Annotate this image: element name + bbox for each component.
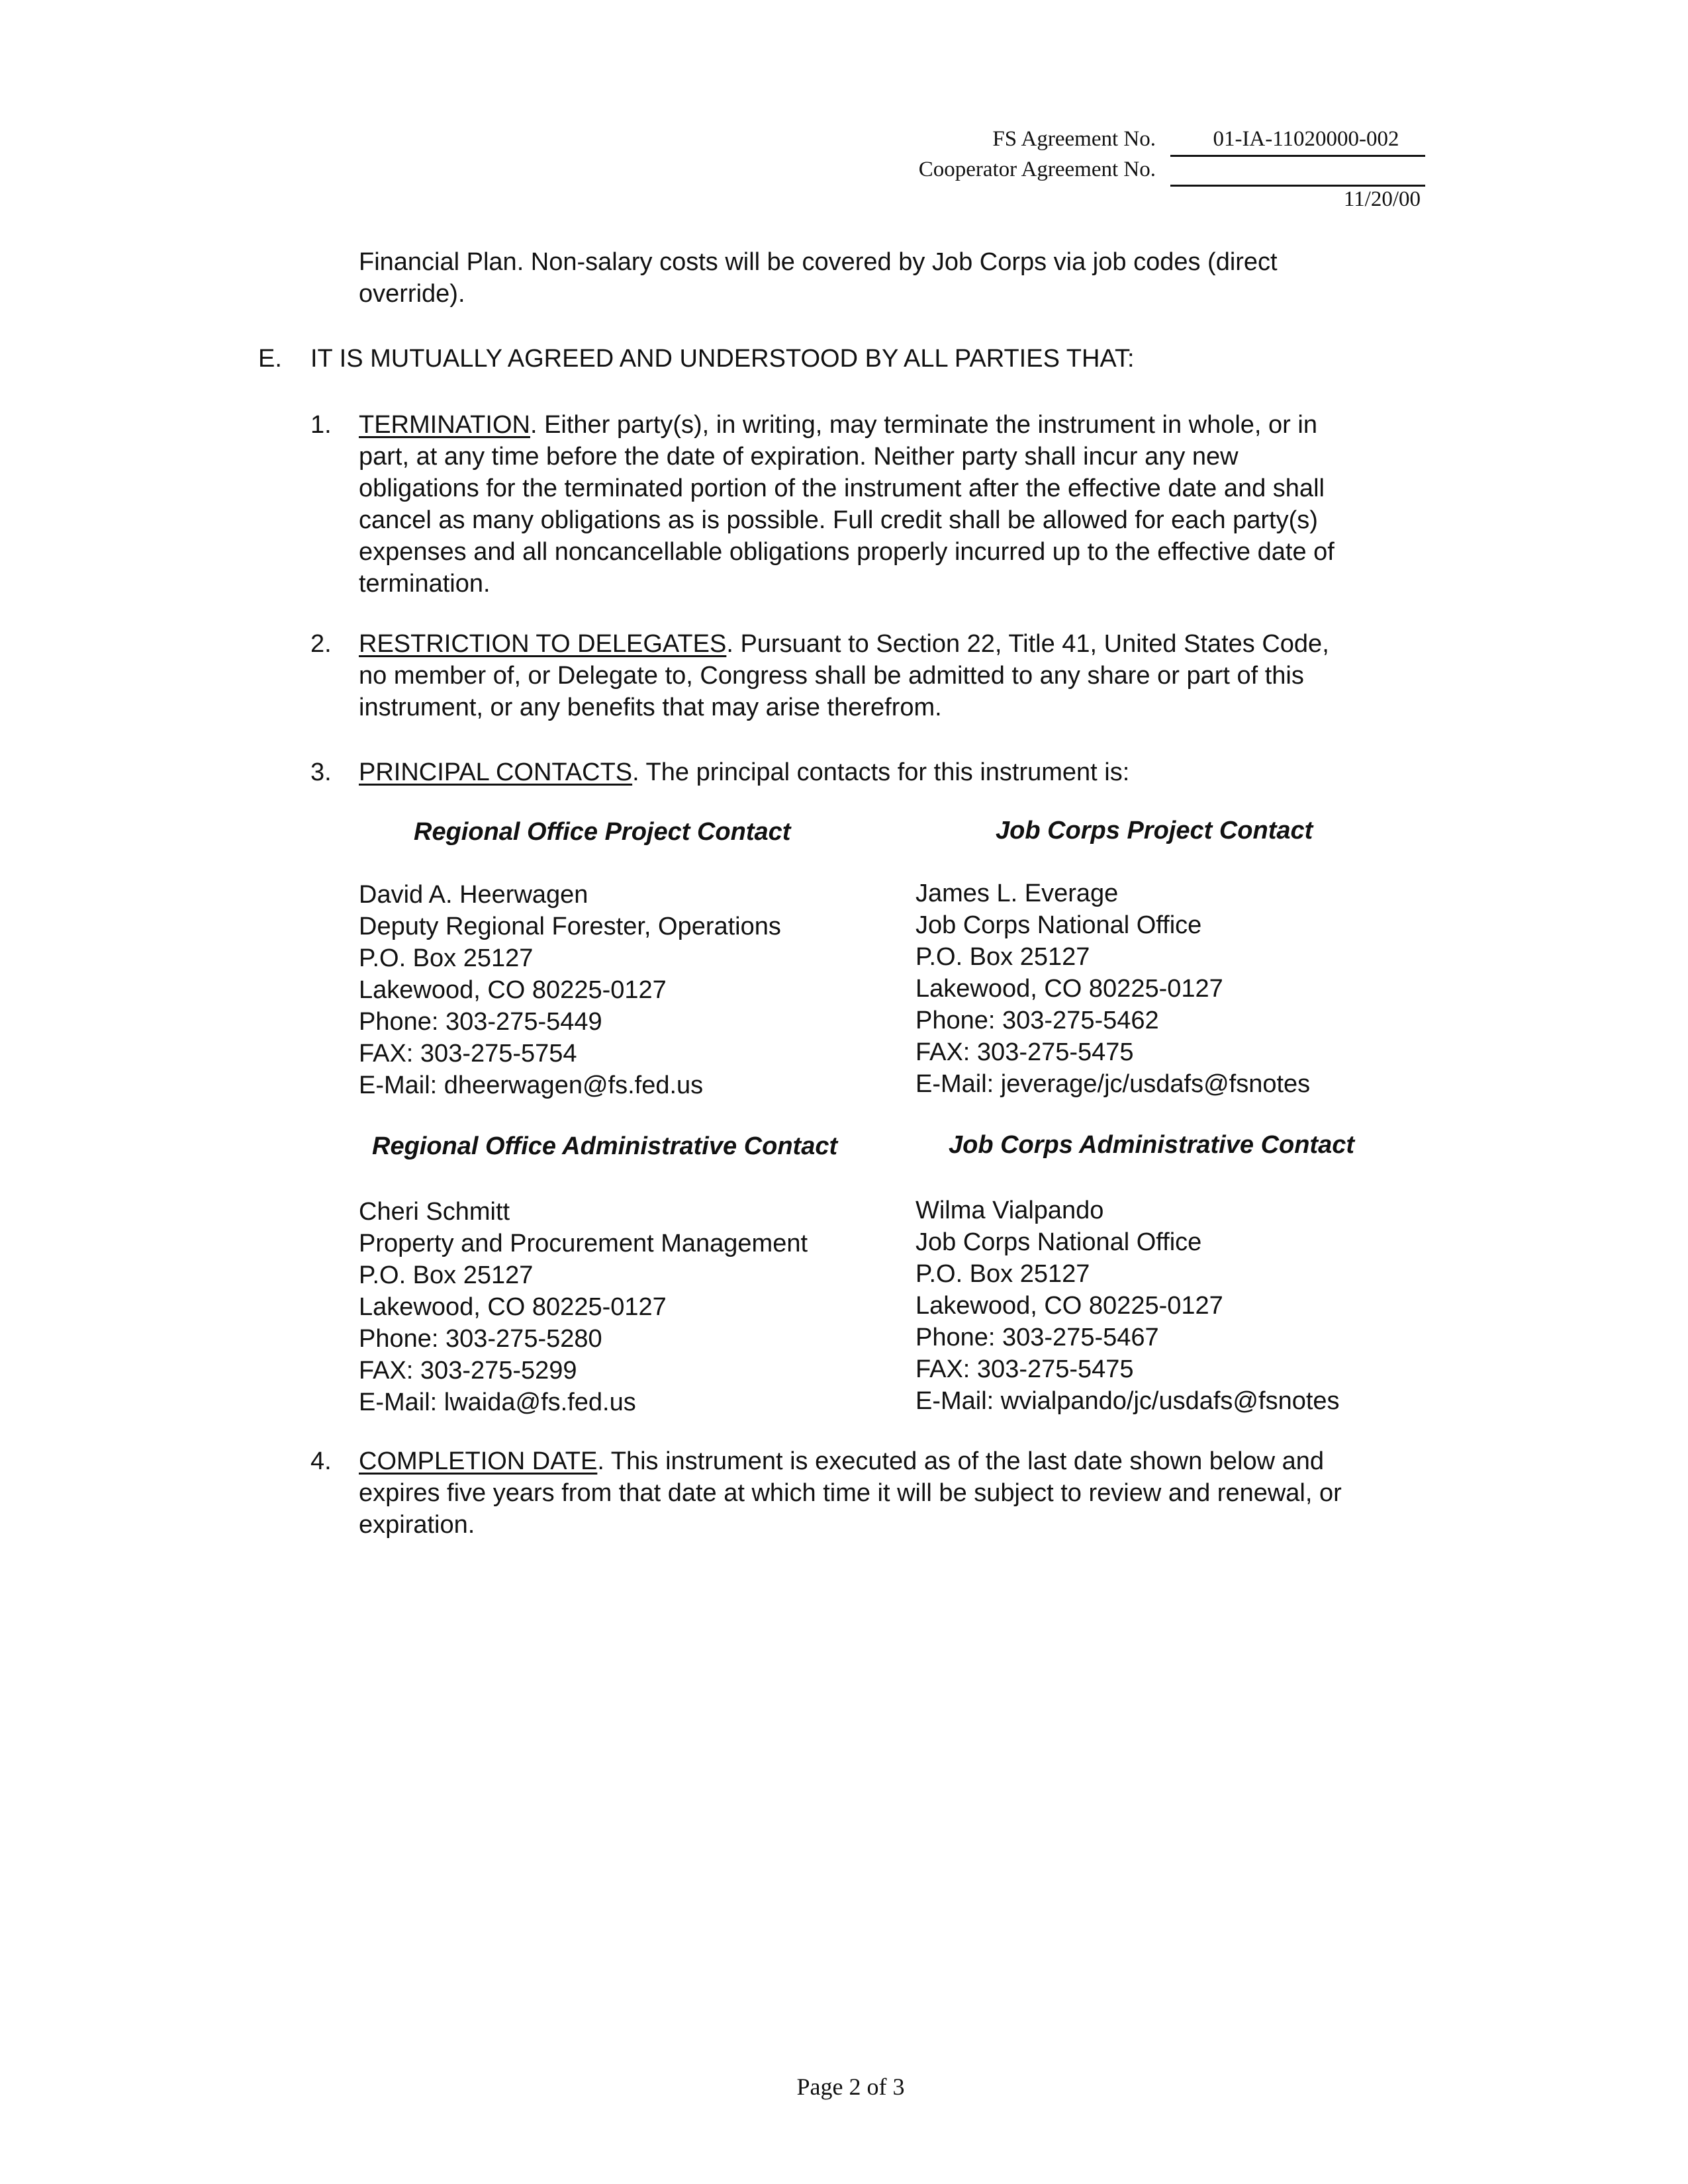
contact-city: Lakewood, CO 80225-0127 xyxy=(915,1292,1223,1320)
contact-city: Lakewood, CO 80225-0127 xyxy=(359,976,667,1004)
fs-agreement-value: 01-IA-11020000-002 xyxy=(1213,127,1399,151)
item-line: part, at any time before the date of expiration. Neither party shall incur any new xyxy=(359,443,1239,471)
contact-email: E-Mail: wvialpando/jc/usdafs@fsnotes xyxy=(915,1387,1340,1415)
contact-city: Lakewood, CO 80225-0127 xyxy=(915,975,1223,1003)
contact-title: Job Corps National Office xyxy=(915,1228,1202,1256)
page-number: Page 2 of 3 xyxy=(796,2073,905,2100)
item-line: termination. xyxy=(359,570,491,598)
contact-phone: Phone: 303-275-5467 xyxy=(915,1324,1159,1351)
item-line: . This instrument is executed as of the last date shown below and xyxy=(597,1447,1325,1475)
section-e-letter: E. xyxy=(258,345,282,373)
cooperator-agreement-label: Cooperator Agreement No. xyxy=(918,158,1156,181)
jobcorps-admin-contact xyxy=(915,1195,1340,1417)
item-line: . Either party(s), in writing, may terminate the instrument in whole, or in xyxy=(530,411,1317,439)
contact-name: Wilma Vialpando xyxy=(915,1197,1104,1224)
regional-project-contact xyxy=(359,879,781,1101)
item-line: no member of, or Delegate to, Congress shall be admitted to any share or part of this xyxy=(359,662,1304,690)
item-heading: TERMINATION xyxy=(359,411,530,439)
item-2-number: 2. xyxy=(310,630,332,658)
item-4-completion-date xyxy=(359,1445,1342,1541)
document-date: 11/20/00 xyxy=(1343,187,1421,211)
regional-project-heading: Regional Office Project Contact xyxy=(414,818,791,846)
contact-title: Job Corps National Office xyxy=(915,911,1202,939)
contact-email: E-Mail: lwaida@fs.fed.us xyxy=(359,1388,636,1416)
item-1-number: 1. xyxy=(310,411,332,439)
item-line: cancel as many obligations as is possible. Full credit shall be allowed for each party(s) xyxy=(359,506,1318,534)
item-line: instrument, or any benefits that may arise therefrom. xyxy=(359,694,942,721)
contact-fax: FAX: 303-275-5299 xyxy=(359,1357,577,1385)
intro-line: override). xyxy=(359,280,465,308)
item-3-number: 3. xyxy=(310,758,332,786)
contact-phone: Phone: 303-275-5449 xyxy=(359,1008,602,1036)
item-line: obligations for the terminated portion of the instrument after the effective date and shall xyxy=(359,475,1325,502)
item-line: . The principal contacts for this instrument is: xyxy=(632,758,1130,786)
contact-city: Lakewood, CO 80225-0127 xyxy=(359,1293,667,1321)
item-heading: RESTRICTION TO DELEGATES xyxy=(359,630,727,658)
contact-fax: FAX: 303-275-5475 xyxy=(915,1355,1134,1383)
item-line: . Pursuant to Section 22, Title 41, United States Code, xyxy=(726,630,1329,658)
contact-email: E-Mail: jeverage/jc/usdafs@fsnotes xyxy=(915,1070,1311,1098)
item-line: expires five years from that date at which time it will be subject to review and renewal, or xyxy=(359,1479,1342,1507)
contact-po-box: P.O. Box 25127 xyxy=(359,944,534,972)
section-e-title: IT IS MUTUALLY AGREED AND UNDERSTOOD BY ALL PARTIES THAT: xyxy=(310,345,1135,373)
fs-agreement-underline xyxy=(1170,155,1425,157)
jobcorps-project-heading: Job Corps Project Contact xyxy=(996,817,1313,844)
regional-admin-contact xyxy=(359,1196,808,1418)
contact-name: Cheri Schmitt xyxy=(359,1198,510,1226)
cooperator-agreement-underline xyxy=(1170,185,1425,187)
contact-po-box: P.O. Box 25127 xyxy=(359,1261,534,1289)
item-line: expiration. xyxy=(359,1511,475,1539)
contact-name: James L. Everage xyxy=(915,880,1119,907)
regional-admin-heading: Regional Office Administrative Contact xyxy=(372,1132,838,1160)
contact-phone: Phone: 303-275-5462 xyxy=(915,1007,1159,1034)
contact-title: Deputy Regional Forester, Operations xyxy=(359,913,781,940)
intro-line: Financial Plan. Non-salary costs will be covered by Job Corps via job codes (direct xyxy=(359,248,1278,276)
contact-phone: Phone: 303-275-5280 xyxy=(359,1325,602,1353)
item-4-number: 4. xyxy=(310,1447,332,1475)
item-2-restriction xyxy=(359,628,1329,723)
contact-name: David A. Heerwagen xyxy=(359,881,588,909)
contact-email: E-Mail: dheerwagen@fs.fed.us xyxy=(359,1071,704,1099)
jobcorps-project-contact xyxy=(915,878,1310,1100)
item-heading: PRINCIPAL CONTACTS xyxy=(359,758,633,786)
item-3-contacts xyxy=(359,756,1129,788)
item-heading: COMPLETION DATE xyxy=(359,1447,598,1475)
contact-po-box: P.O. Box 25127 xyxy=(915,943,1090,971)
contact-fax: FAX: 303-275-5475 xyxy=(915,1038,1134,1066)
item-line: expenses and all noncancellable obligations properly incurred up to the effective date of xyxy=(359,538,1335,566)
item-1-termination xyxy=(359,409,1335,600)
contact-po-box: P.O. Box 25127 xyxy=(915,1260,1090,1288)
contact-fax: FAX: 303-275-5754 xyxy=(359,1040,577,1068)
contact-title: Property and Procurement Management xyxy=(359,1230,808,1257)
intro-paragraph xyxy=(359,246,1278,310)
fs-agreement-label: FS Agreement No. xyxy=(992,127,1156,151)
jobcorps-admin-heading: Job Corps Administrative Contact xyxy=(949,1131,1355,1159)
